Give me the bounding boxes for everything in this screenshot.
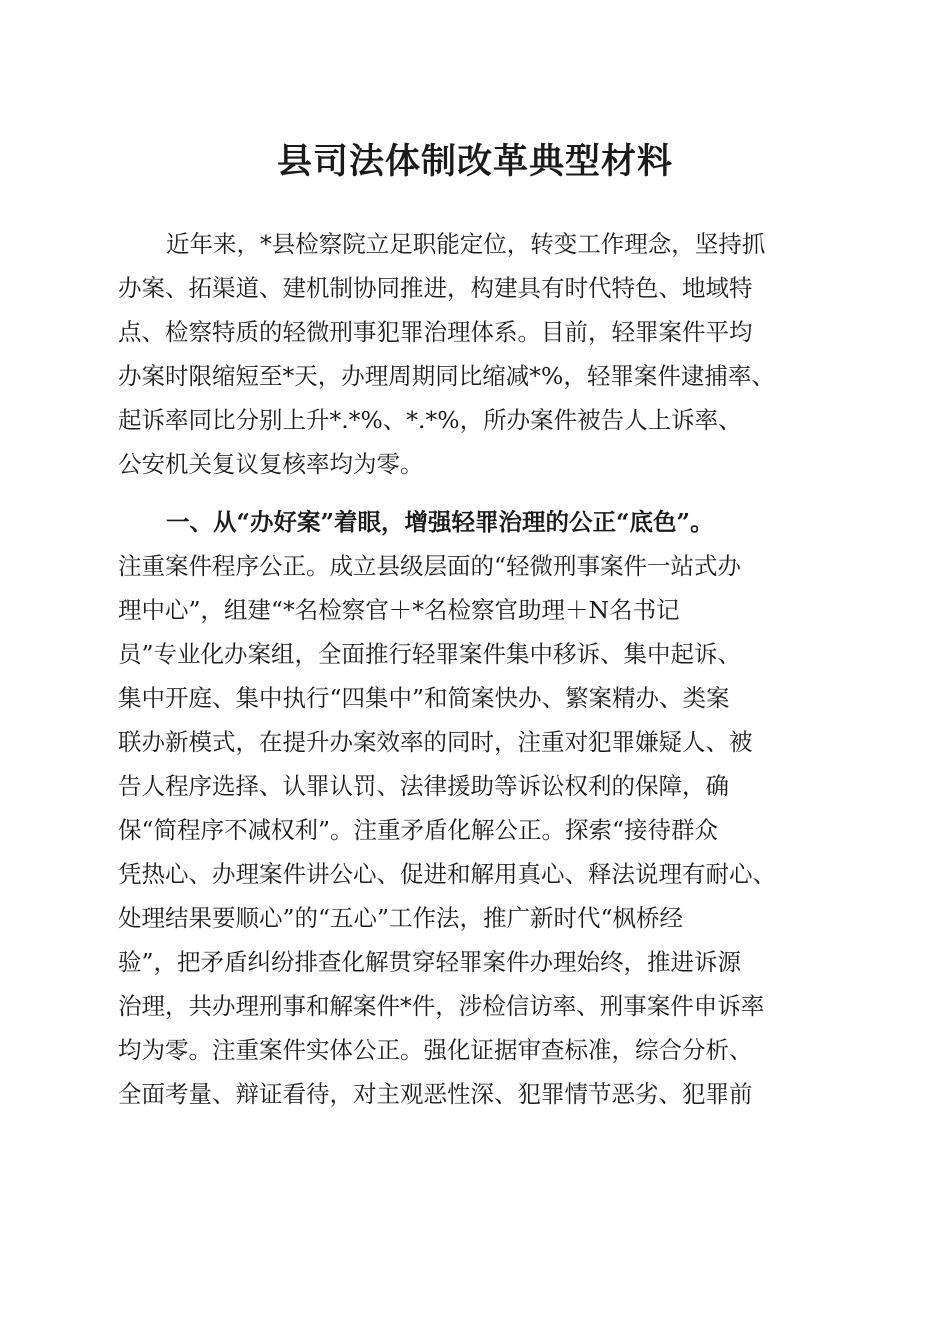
paragraph-line: 办案时限缩短至*天，办理周期同比缩减*%，轻罪案件逮捕率、 bbox=[118, 362, 775, 390]
paragraph-line: 全面考量、辩证看待，对主观恶性深、犯罪情节恶劣、犯罪前 bbox=[118, 1080, 753, 1108]
document-title: 县司法体制改革典型材料 bbox=[276, 141, 673, 182]
paragraph-line: 联办新模式，在提升办案效率的同时，注重对犯罪嫌疑人、被 bbox=[118, 728, 753, 756]
paragraph-line: 处理结果要顺心”的“五心”工作法，推广新时代“枫桥经 bbox=[118, 904, 684, 932]
paragraph-line: 验”，把矛盾纠纷排查化解贯穿轻罪案件办理始终，推进诉源 bbox=[118, 948, 742, 976]
paragraph-line: 近年来，*县检察院立足职能定位，转变工作理念，坚持抓 bbox=[166, 230, 766, 258]
paragraph-line: 治理，共办理刑事和解案件*件，涉检信访率、刑事案件申诉率 bbox=[118, 992, 765, 1020]
paragraph-line: 注重案件程序公正。成立县级层面的“轻微刑事案件一站式办 bbox=[118, 552, 742, 580]
paragraph-line: 点、检察特质的轻微刑事犯罪治理体系。目前，轻罪案件平均 bbox=[118, 318, 753, 346]
paragraph-line: 员”专业化办案组，全面推行轻罪案件集中移诉、集中起诉、 bbox=[118, 640, 742, 668]
paragraph-line: 办案、拓渠道、建机制协同推进，构建具有时代特色、地域特 bbox=[118, 274, 753, 302]
paragraph-line: 公安机关复议复核率均为零。 bbox=[118, 450, 424, 478]
paragraph-line: 告人程序选择、认罪认罚、法律援助等诉讼权利的保障，确 bbox=[118, 772, 729, 800]
paragraph-line: 集中开庭、集中执行“四集中”和简案快办、繁案精办、类案 bbox=[118, 684, 730, 712]
paragraph-line: 均为零。注重案件实体公正。强化证据审查标准，综合分析、 bbox=[118, 1036, 753, 1064]
section-heading: 一、从“办好案”着眼，增强轻罪治理的公正“底色”。 bbox=[166, 508, 714, 536]
paragraph-line: 起诉率同比分别上升*.*%、*.*%，所办案件被告人上诉率、 bbox=[118, 406, 742, 434]
paragraph-line: 理中心”，组建“*名检察官＋*名检察官助理＋N名书记 bbox=[118, 596, 680, 624]
paragraph-line: 保“简程序不减权利”。注重矛盾化解公正。探索“接待群众 bbox=[118, 816, 719, 844]
paragraph-line: 凭热心、办理案件讲公心、促进和解用真心、释法说理有耐心、 bbox=[118, 860, 776, 888]
